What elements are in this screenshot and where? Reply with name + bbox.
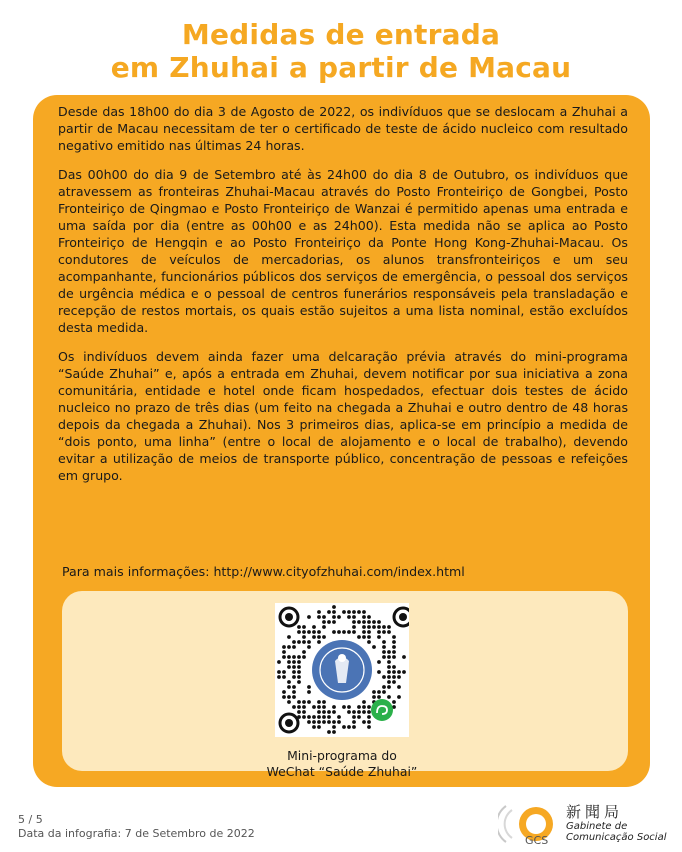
- qr-dot: [387, 625, 391, 629]
- qr-dot: [352, 620, 356, 624]
- qr-dot: [367, 630, 371, 634]
- qr-dot: [352, 630, 356, 634]
- qr-dot: [322, 625, 326, 629]
- footer: [18, 813, 255, 841]
- paragraph-3: Os indivíduos devem ainda fazer uma delcaração prévia através do mini-programa “Saúde Zhuhai” e, após a entrada em Zhuhai, devem notificar por sua iniciativa a zona comunitária, entidade e hotel onde ficam hospedados, efectuar dois testes de ácido nucleico no prazo de três dias (um feito na chegada a Zhuhai e outro dentro de 48 horas depois da chegada a Zhuhai). Nos 3 primeiros dias, aplica-se em princípio a medida de “dois ponto, uma linha” (entre o local de alojamento e o local de trabalho), devendo evitar a utilização de meios de transporte público, concentração de pessoas e refeições em grupo.: [58, 349, 628, 483]
- qr-dot: [297, 640, 301, 644]
- qr-dot: [332, 630, 336, 634]
- qr-dot: [377, 625, 381, 629]
- qr-dot: [362, 700, 366, 704]
- qr-dot: [387, 685, 391, 689]
- qr-dot: [397, 675, 401, 679]
- qr-dot: [287, 695, 291, 699]
- qr-dot: [332, 610, 336, 614]
- qr-dot: [372, 645, 376, 649]
- qr-dot: [377, 695, 381, 699]
- qr-dot: [312, 720, 316, 724]
- logo-chinese-name: 新聞局: [566, 803, 624, 821]
- qr-dot: [307, 640, 311, 644]
- qr-dot: [392, 700, 396, 704]
- qr-dot: [322, 620, 326, 624]
- qr-dot: [292, 640, 296, 644]
- qr-dot: [332, 720, 336, 724]
- qr-dot: [382, 650, 386, 654]
- qr-dot: [292, 645, 296, 649]
- qr-finder-center: [399, 613, 407, 621]
- qr-dot: [292, 685, 296, 689]
- qr-dot: [347, 710, 351, 714]
- qr-dot: [297, 700, 301, 704]
- qr-dot: [282, 645, 286, 649]
- qr-dot: [347, 725, 351, 729]
- qr-dot: [302, 715, 306, 719]
- qr-dot: [312, 725, 316, 729]
- qr-dot: [307, 715, 311, 719]
- qr-dot: [392, 650, 396, 654]
- qr-dot: [297, 625, 301, 629]
- qr-dot: [277, 675, 281, 679]
- qr-dot: [287, 700, 291, 704]
- qr-dot: [377, 635, 381, 639]
- qr-dot: [357, 705, 361, 709]
- qr-dot: [352, 610, 356, 614]
- qr-dot: [362, 705, 366, 709]
- qr-dot: [387, 665, 391, 669]
- qr-dot: [387, 675, 391, 679]
- qr-dot: [347, 705, 351, 709]
- qr-dot: [392, 670, 396, 674]
- qr-dot: [302, 705, 306, 709]
- qr-dot: [322, 710, 326, 714]
- qr-code-icon[interactable]: [275, 603, 409, 737]
- qr-dot: [382, 645, 386, 649]
- qr-dot: [357, 610, 361, 614]
- qr-dot: [302, 630, 306, 634]
- qr-dot: [282, 655, 286, 659]
- infographic-date: Data da infografia: 7 de Setembro de 2022: [18, 827, 255, 840]
- qr-dot: [382, 675, 386, 679]
- qr-dot: [297, 670, 301, 674]
- qr-dot: [367, 640, 371, 644]
- qr-dot: [362, 720, 366, 724]
- qr-dot: [362, 625, 366, 629]
- qr-dot: [367, 615, 371, 619]
- qr-dot: [387, 660, 391, 664]
- qr-dot: [302, 710, 306, 714]
- qr-dot: [332, 605, 336, 609]
- qr-dot: [312, 715, 316, 719]
- qr-dot: [312, 635, 316, 639]
- qr-dot: [297, 680, 301, 684]
- page-number: 5 / 5: [18, 813, 43, 826]
- qr-dot: [357, 620, 361, 624]
- qr-dot: [332, 620, 336, 624]
- qr-dot: [352, 715, 356, 719]
- qr-dot: [297, 705, 301, 709]
- qr-dot: [302, 640, 306, 644]
- qr-dot: [397, 695, 401, 699]
- qr-dot: [362, 610, 366, 614]
- qr-dot: [307, 685, 311, 689]
- qr-dot: [392, 655, 396, 659]
- qr-dot: [322, 715, 326, 719]
- qr-dot: [302, 625, 306, 629]
- qr-dot: [377, 630, 381, 634]
- qr-dot: [322, 705, 326, 709]
- qr-dot: [307, 700, 311, 704]
- qr-dot: [322, 615, 326, 619]
- qr-dot: [312, 630, 316, 634]
- qr-dot: [337, 715, 341, 719]
- qr-dot: [337, 630, 341, 634]
- qr-dot: [367, 720, 371, 724]
- qr-dot: [297, 710, 301, 714]
- qr-dot: [307, 630, 311, 634]
- qr-dot: [357, 710, 361, 714]
- qr-dot: [367, 635, 371, 639]
- qr-dot: [352, 720, 356, 724]
- qr-dot: [327, 730, 331, 734]
- qr-dot: [282, 695, 286, 699]
- qr-dot: [332, 710, 336, 714]
- qr-dot: [382, 690, 386, 694]
- qr-dot: [292, 695, 296, 699]
- qr-dot: [317, 710, 321, 714]
- qr-dot: [392, 640, 396, 644]
- qr-dot: [342, 705, 346, 709]
- qr-dot: [387, 630, 391, 634]
- qr-dot: [292, 660, 296, 664]
- qr-dot: [297, 675, 301, 679]
- qr-caption: [200, 748, 484, 780]
- qr-dot: [317, 725, 321, 729]
- qr-dot: [287, 665, 291, 669]
- paragraph-1: Desde das 18h00 do dia 3 de Agosto de 2022, os indivíduos que se deslocam a Zhuhai a partir de Macau necessitam de ter o certificado de teste de ácido nucleico com resultado negativo emitido nas últimas 24 horas.: [58, 104, 628, 153]
- body-text: [58, 103, 628, 496]
- qr-dot: [282, 675, 286, 679]
- qr-dot: [332, 725, 336, 729]
- qr-dot: [317, 640, 321, 644]
- qr-dot: [382, 625, 386, 629]
- qr-dot: [397, 670, 401, 674]
- qr-dot: [372, 690, 376, 694]
- qr-dot: [367, 715, 371, 719]
- qr-dot: [322, 720, 326, 724]
- logo-pt-line-2: Comunicação Social: [566, 832, 667, 843]
- qr-dot: [362, 620, 366, 624]
- qr-dot: [302, 655, 306, 659]
- qr-dot: [362, 615, 366, 619]
- qr-caption-line-2: WeChat “Saúde Zhuhai”: [266, 764, 418, 779]
- qr-dot: [387, 670, 391, 674]
- qr-dot: [377, 690, 381, 694]
- qr-dot: [332, 615, 336, 619]
- qr-dot: [382, 685, 386, 689]
- logo-portuguese-name: [566, 821, 667, 843]
- qr-dot: [292, 665, 296, 669]
- qr-dot: [292, 675, 296, 679]
- qr-dot: [352, 725, 356, 729]
- qr-dot: [327, 710, 331, 714]
- paragraph-2: Das 00h00 do dia 9 de Setembro até às 24h00 do dia 8 de Outubro, os indivíduos que atravessem as fronteiras Zhuhai-Macau através do Posto Fronteiriço de Gongbei, Posto Fronteiriço de Qingmao e Posto Fronteiriço de Wanzai é permitido apenas uma entrada e uma saída por dia (entre as 00h00 e as 24h00). Esta medida não se aplica ao Posto Fronteiriço de Hengqin e ao Posto Fronteiriço da Ponte Hong Kong-Zhuhai-Macau. Os condutores de veículos de mercadorias, os alunos transfronteiriços e um seu acompanhante, funcionários públicos dos serviços de emergência, o pessoal dos serviços de urgência médica e o pessoal de centros funerários responsáveis pela transladação e recepção de restos mortais, os quais estão sujeitos a uma lista nominal, estão excluídos desta medida.: [58, 167, 628, 335]
- qr-dot: [322, 700, 326, 704]
- qr-dot: [337, 720, 341, 724]
- qr-dot: [387, 695, 391, 699]
- more-info-link[interactable]: Para mais informações: http://www.cityofzhuhai.com/index.html: [62, 564, 465, 579]
- qr-dot: [317, 635, 321, 639]
- qr-dot: [367, 620, 371, 624]
- qr-dot: [347, 630, 351, 634]
- qr-dot: [332, 705, 336, 709]
- qr-dot: [277, 670, 281, 674]
- qr-dot: [367, 705, 371, 709]
- qr-dot: [387, 655, 391, 659]
- qr-dot: [397, 685, 401, 689]
- qr-dot: [357, 635, 361, 639]
- qr-dot: [287, 655, 291, 659]
- qr-dot: [372, 620, 376, 624]
- qr-dot: [367, 710, 371, 714]
- qr-dot: [367, 725, 371, 729]
- qr-dot: [362, 710, 366, 714]
- qr-dot: [352, 625, 356, 629]
- qr-dot: [352, 615, 356, 619]
- qr-dot: [372, 695, 376, 699]
- qr-dot: [392, 645, 396, 649]
- qr-dot: [307, 645, 311, 649]
- title-line-1: Medidas de entrada: [181, 18, 501, 51]
- qr-dot: [302, 700, 306, 704]
- qr-caption-line-1: Mini-programa do: [287, 748, 397, 763]
- qr-dot: [287, 645, 291, 649]
- qr-dot: [377, 620, 381, 624]
- qr-dot: [382, 630, 386, 634]
- qr-dot: [337, 615, 341, 619]
- qr-dot: [302, 635, 306, 639]
- qr-dot: [377, 670, 381, 674]
- qr-dot: [327, 610, 331, 614]
- qr-dot: [302, 650, 306, 654]
- title-line-2: em Zhuhai a partir de Macau: [110, 51, 572, 84]
- qr-dot: [282, 690, 286, 694]
- qr-finder-center: [285, 613, 293, 621]
- qr-dot: [317, 610, 321, 614]
- qr-dot: [392, 680, 396, 684]
- qr-dot: [282, 650, 286, 654]
- qr-dot: [342, 610, 346, 614]
- qr-dot: [307, 690, 311, 694]
- qr-dot: [402, 670, 406, 674]
- qr-dot: [292, 655, 296, 659]
- qr-dot: [327, 620, 331, 624]
- qr-dot: [402, 655, 406, 659]
- qr-dot: [322, 635, 326, 639]
- qr-dot: [342, 630, 346, 634]
- qr-dot: [357, 715, 361, 719]
- qr-dot: [347, 615, 351, 619]
- qr-dot: [392, 665, 396, 669]
- qr-dot: [352, 710, 356, 714]
- qr-dot: [297, 665, 301, 669]
- svg-text:GCS: GCS: [525, 834, 549, 847]
- qr-dot: [317, 630, 321, 634]
- qr-dot: [382, 640, 386, 644]
- qr-dot: [277, 660, 281, 664]
- qr-dot: [292, 705, 296, 709]
- qr-dot: [297, 630, 301, 634]
- qr-dot: [332, 730, 336, 734]
- qr-dot: [297, 655, 301, 659]
- qr-dot: [287, 660, 291, 664]
- page-title: [0, 18, 682, 84]
- qr-dot: [372, 625, 376, 629]
- qr-dot: [287, 680, 291, 684]
- qr-dot: [307, 720, 311, 724]
- qr-dot: [392, 635, 396, 639]
- qr-dot: [287, 635, 291, 639]
- qr-dot: [282, 670, 286, 674]
- qr-dot: [317, 615, 321, 619]
- qr-dot: [287, 685, 291, 689]
- qr-dot: [307, 615, 311, 619]
- qr-dot: [347, 610, 351, 614]
- qr-dot: [367, 625, 371, 629]
- qr-dot: [392, 675, 396, 679]
- qr-dot: [387, 680, 391, 684]
- qr-dot: [327, 720, 331, 724]
- qr-dot: [312, 625, 316, 629]
- qr-dot: [362, 635, 366, 639]
- qr-dot: [292, 690, 296, 694]
- qr-dot: [317, 715, 321, 719]
- qr-dot: [327, 715, 331, 719]
- qr-dot: [292, 670, 296, 674]
- qr-dot: [377, 660, 381, 664]
- qr-dot: [342, 725, 346, 729]
- qr-dot: [312, 705, 316, 709]
- qr-dot: [382, 655, 386, 659]
- qr-finder-center: [285, 719, 293, 727]
- qr-dot: [297, 660, 301, 664]
- logo-pt-line-1: Gabinete de: [566, 821, 628, 832]
- qr-dot: [387, 650, 391, 654]
- qr-dot: [317, 720, 321, 724]
- qr-dot: [362, 630, 366, 634]
- qr-dot: [317, 705, 321, 709]
- wechat-mini-program-icon: [371, 699, 393, 721]
- qr-dot: [317, 700, 321, 704]
